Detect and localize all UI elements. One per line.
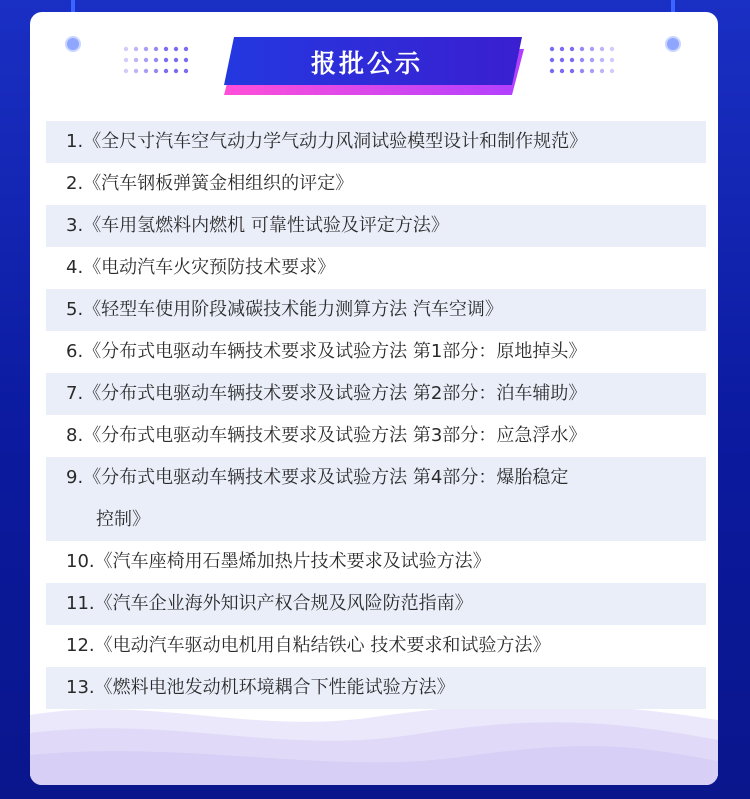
list-item [46,331,706,373]
list-item [46,583,706,625]
item-number: 7. [66,383,84,404]
item-number: 4. [66,257,84,278]
list-item [46,625,706,667]
item-title: 《分布式电驱动车辆技术要求及试验方法 第4部分：爆胎稳定 [83,467,569,488]
item-number: 11. [66,593,95,614]
item-title: 《分布式电驱动车辆技术要求及试验方法 第3部分：应急浮水》 [83,425,587,446]
item-number: 10. [66,551,95,572]
list-item [46,457,706,541]
item-title: 《全尺寸汽车空气动力学气动力风洞试验模型设计和制作规范》 [83,131,588,152]
item-title: 《分布式电驱动车辆技术要求及试验方法 第1部分：原地掉头》 [83,341,587,362]
list-item [46,667,706,709]
item-title: 《汽车座椅用石墨烯加热片技术要求及试验方法》 [94,551,491,572]
item-number: 8. [66,425,84,446]
list-item [46,415,706,457]
list-item [46,121,706,163]
dot-pattern-left [122,45,192,77]
item-number: 2. [66,173,84,194]
item-number: 6. [66,341,84,362]
item-title: 《燃料电池发动机环境耦合下性能试验方法》 [94,677,455,698]
item-number: 1. [66,131,84,152]
standards-list [46,121,706,709]
list-item [46,163,706,205]
item-title: 《电动汽车驱动电机用自粘结铁心 技术要求和试验方法》 [94,635,551,656]
item-number: 13. [66,677,95,698]
list-item [46,541,706,583]
list-item [46,205,706,247]
item-title-continued: 控制》 [96,509,150,530]
item-title: 《汽车钢板弹簧金相组织的评定》 [83,173,354,194]
pin-left [65,36,81,52]
list-item [46,247,706,289]
item-title: 《轻型车使用阶段减碳技术能力测算方法 汽车空调》 [83,299,503,320]
item-title: 《车用氢燃料内燃机 可靠性试验及评定方法》 [83,215,449,236]
item-title: 《分布式电驱动车辆技术要求及试验方法 第2部分：泊车辅助》 [83,383,587,404]
title-banner [222,37,528,95]
dot-pattern-right [548,45,618,77]
pin-right [665,36,681,52]
list-item [46,373,706,415]
list-item [46,289,706,331]
item-number: 12. [66,635,95,656]
item-title: 《电动汽车火灾预防技术要求》 [83,257,336,278]
page-title: 报批公示 [310,49,423,78]
item-number: 9. [66,467,84,488]
item-number: 3. [66,215,84,236]
item-number: 5. [66,299,84,320]
item-title: 《汽车企业海外知识产权合规及风险防范指南》 [94,593,473,614]
